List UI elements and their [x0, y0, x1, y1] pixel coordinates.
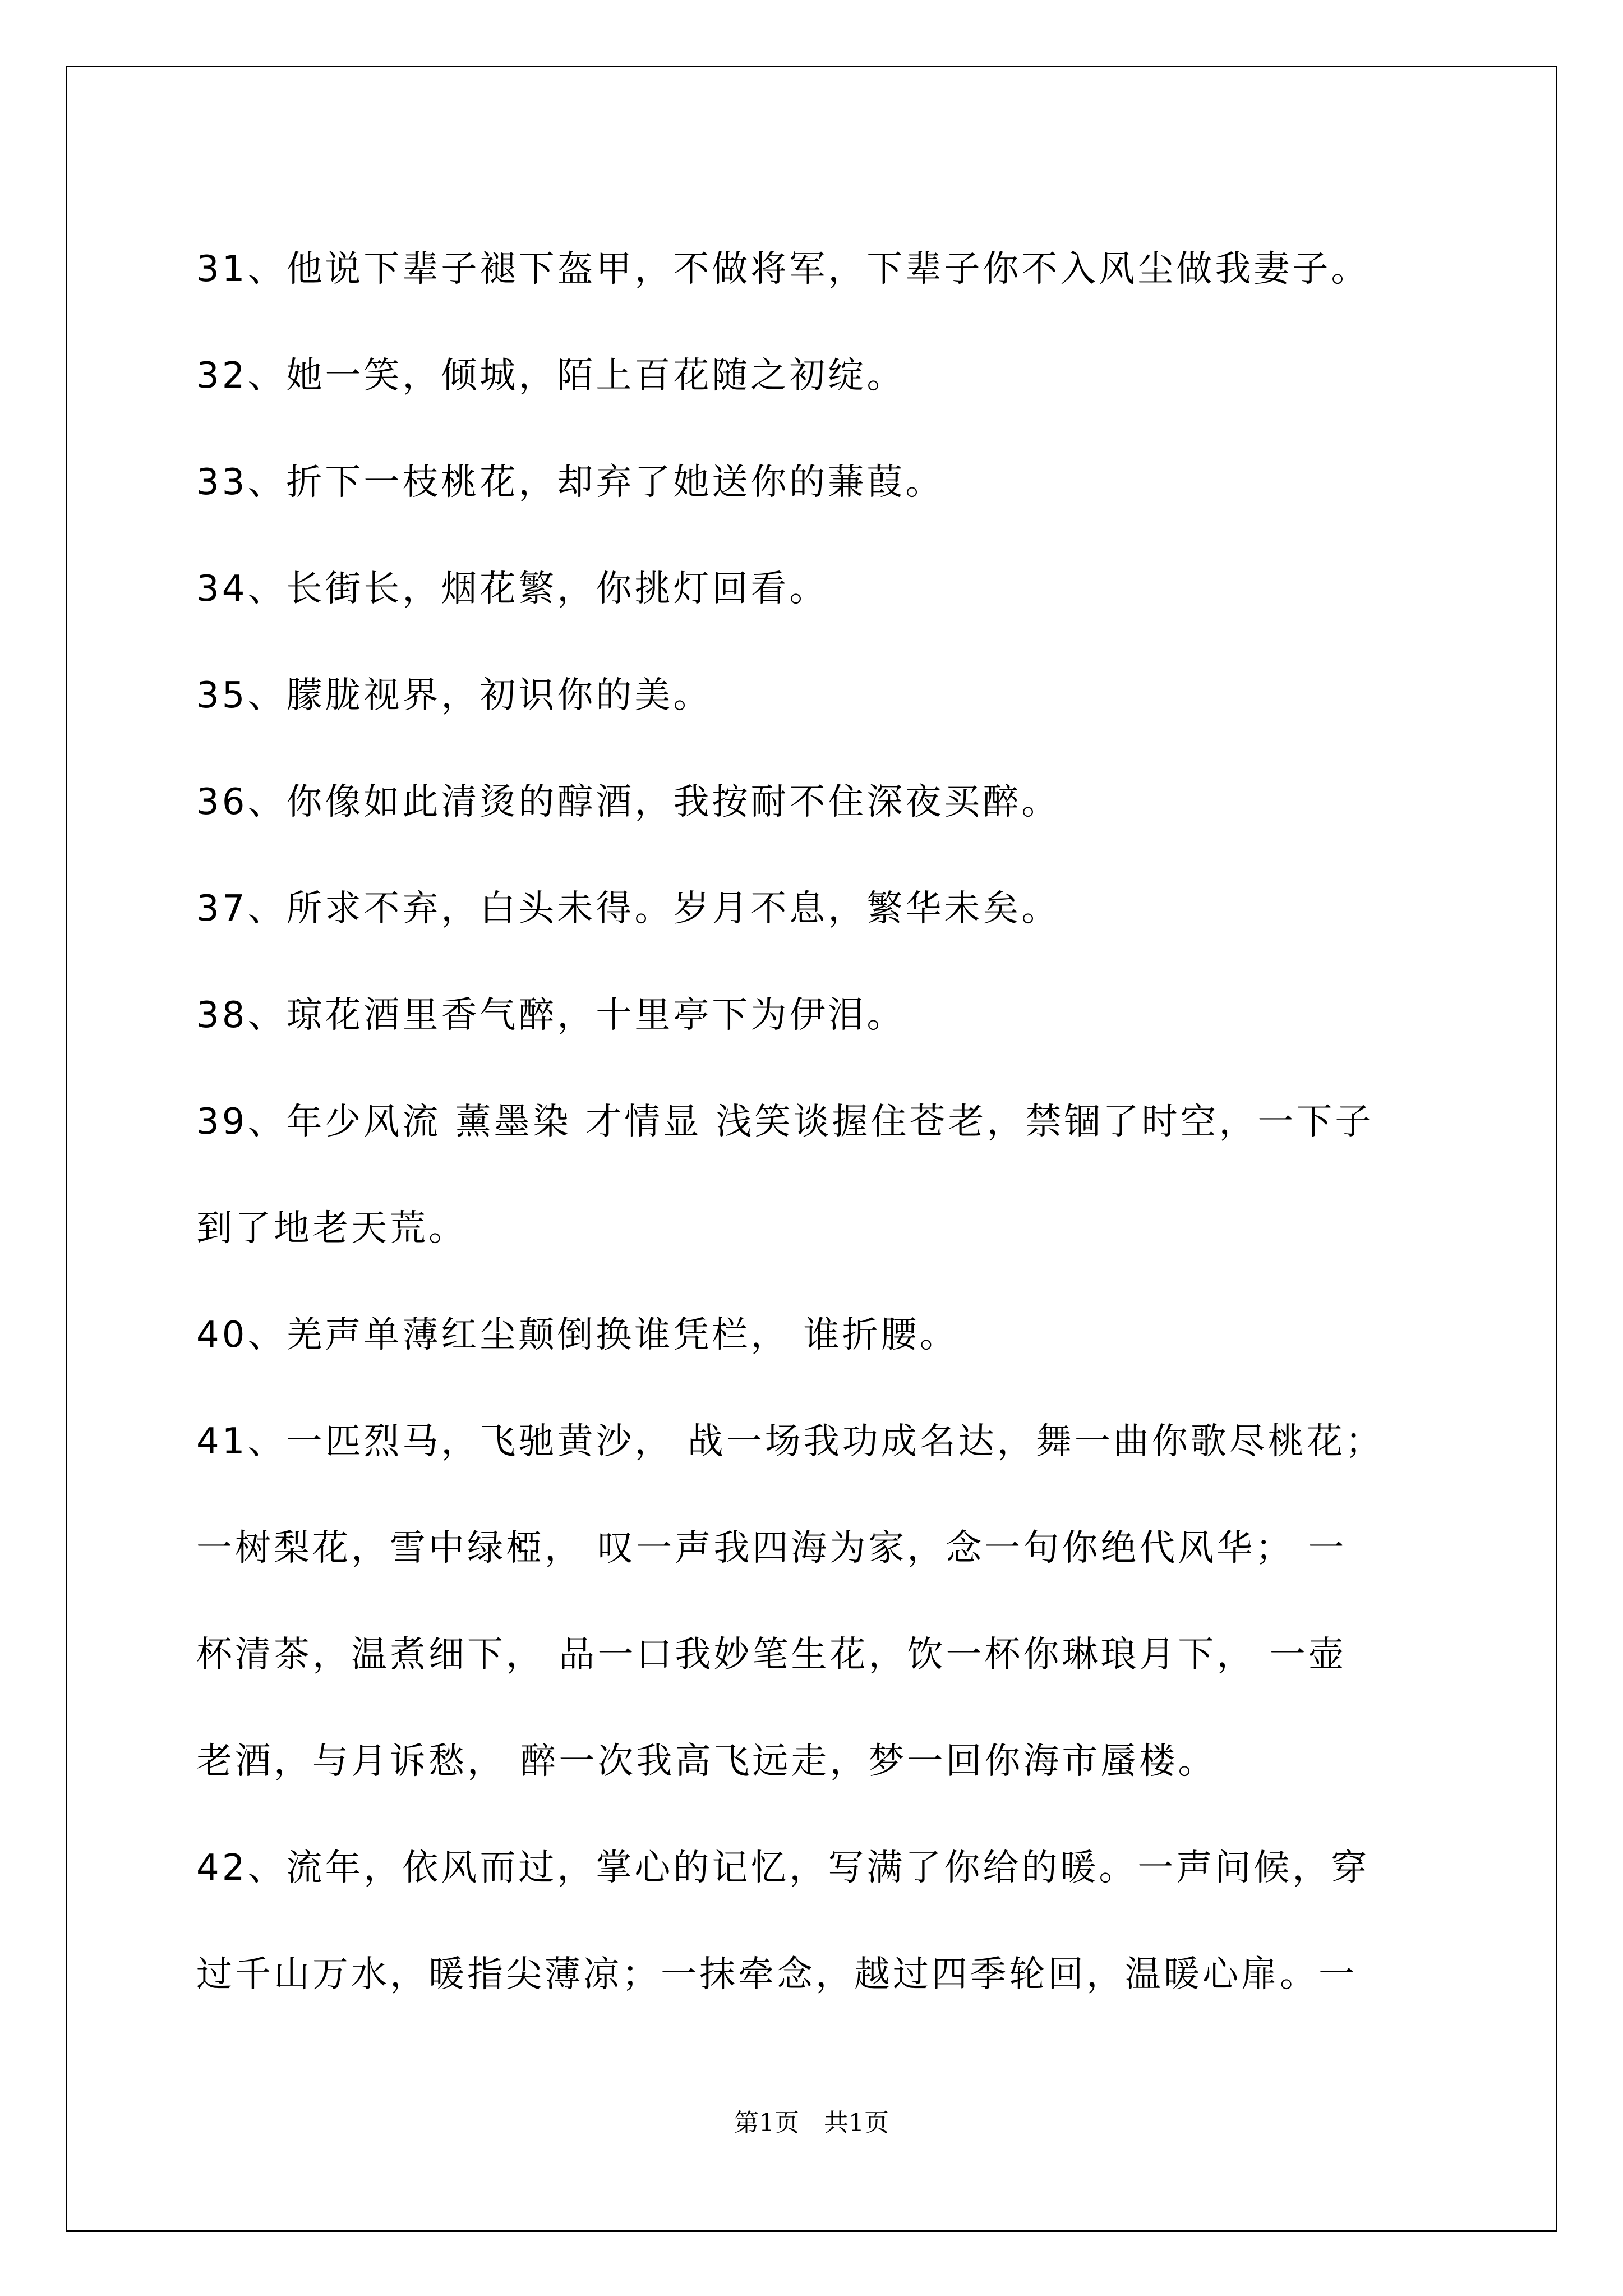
- text-line: 42、流年，依风而过，掌心的记忆，写满了你给的暖。一声问候，穿: [196, 1847, 1370, 1889]
- text-line: 过千山万水，暖指尖薄凉；一抹牵念，越过四季轮回，温暖心扉。一: [196, 1954, 1357, 1995]
- text-line: 38、琼花酒里香气醉，十里亭下为伊泪。: [196, 995, 906, 1036]
- page-footer: [0, 2106, 1623, 2140]
- text-line: 到了地老天荒。: [196, 1208, 467, 1249]
- text-line: 一树梨花，雪中绿椏， 叹一声我四海为家，念一句你绝代风华； 一: [196, 1527, 1347, 1569]
- text-line: 32、她一笑，倾城，陌上百花随之初绽。: [196, 355, 906, 397]
- text-line: 40、羌声单薄红尘颠倒换谁凭栏， 谁折腰。: [196, 1314, 958, 1356]
- text-line: 34、长街长，烟花繁，你挑灯回看。: [196, 568, 828, 610]
- text-line: 35、朦胧视界，初识你的美。: [196, 675, 712, 716]
- text-line: 41、一匹烈马，飞驰黄沙， 战一场我功成名达，舞一曲你歌尽桃花；: [196, 1421, 1384, 1462]
- text-line: 37、所求不弃，白头未得。岁月不息，繁华未矣。: [196, 888, 1061, 930]
- page-number-current: 第1页: [734, 2109, 799, 2137]
- text-line: 杯清茶，温煮细下， 品一口我妙笔生花，饮一杯你琳琅月下， 一壶: [196, 1634, 1347, 1676]
- text-line: 33、折下一枝桃花，却弃了她送你的蒹葭。: [196, 462, 944, 503]
- page-number-total: 共1页: [824, 2109, 889, 2137]
- text-line: 36、你像如此清烫的醇酒，我按耐不住深夜买醉。: [196, 781, 1061, 823]
- text-line: 39、年少风流 薰墨染 才情显 浅笑谈握住苍老，禁锢了时空，一下子: [196, 1101, 1374, 1143]
- text-line: 31、他说下辈子褪下盔甲，不做将军，下辈子你不入风尘做我妻子。: [196, 249, 1370, 290]
- text-line: 老酒，与月诉愁， 醉一次我高飞远走，梦一回你海市蜃楼。: [196, 1741, 1217, 1782]
- document-body: [196, 216, 1430, 2028]
